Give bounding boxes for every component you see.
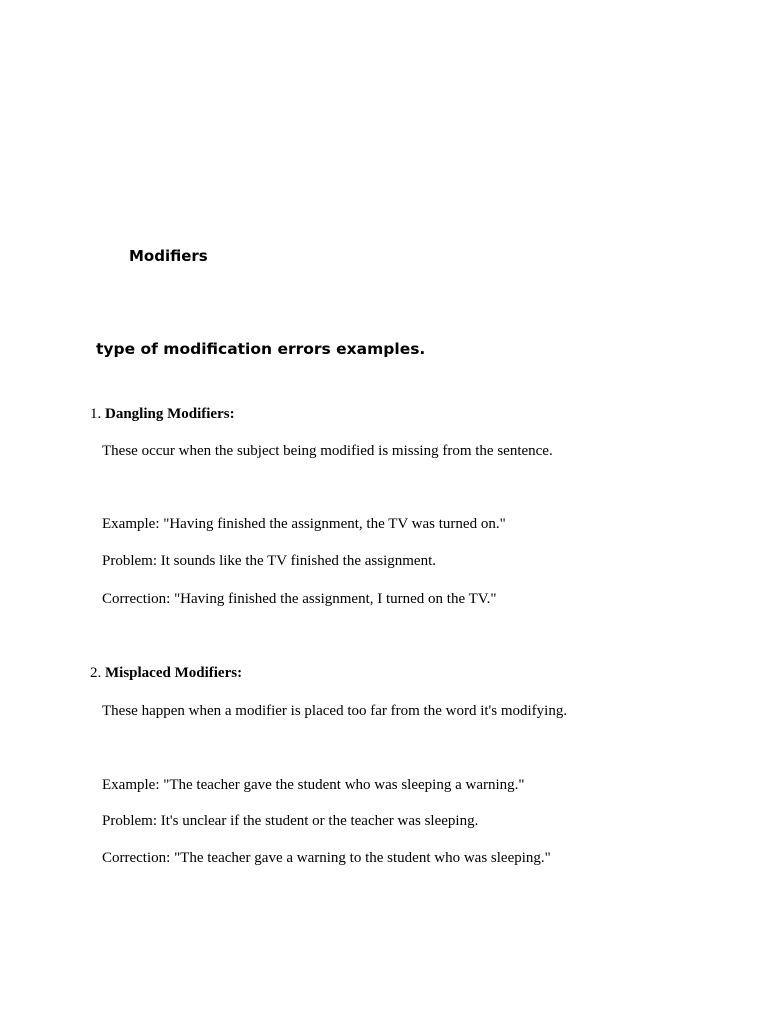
section-example: Example: "The teacher gave the student who was sleeping a warning." (102, 777, 525, 793)
section-problem: Problem: It sounds like the TV finished the assignment. (102, 553, 436, 569)
section-number: 1. (90, 406, 102, 422)
section-correction: Correction: "The teacher gave a warning to the student who was sleeping." (102, 850, 551, 866)
section-heading-label: Misplaced Modifiers: (105, 665, 243, 681)
section-heading-label: Dangling Modifiers: (105, 406, 235, 422)
page-title: Modifiers (129, 247, 208, 265)
section-example: Example: "Having finished the assignment, the TV was turned on." (102, 516, 506, 532)
section-number: 2. (90, 665, 102, 681)
section-description: These occur when the subject being modified is missing from the sentence. (102, 443, 553, 459)
section-correction: Correction: "Having finished the assignment, I turned on the TV." (102, 591, 497, 607)
page-subtitle: type of modification errors examples. (96, 340, 426, 358)
section-problem: Problem: It's unclear if the student or the teacher was sleeping. (102, 813, 479, 829)
section-heading-dangling-modifiers (90, 405, 235, 423)
section-description: These happen when a modifier is placed too far from the word it's modifying. (102, 703, 568, 719)
section-heading-misplaced-modifiers (90, 664, 242, 682)
